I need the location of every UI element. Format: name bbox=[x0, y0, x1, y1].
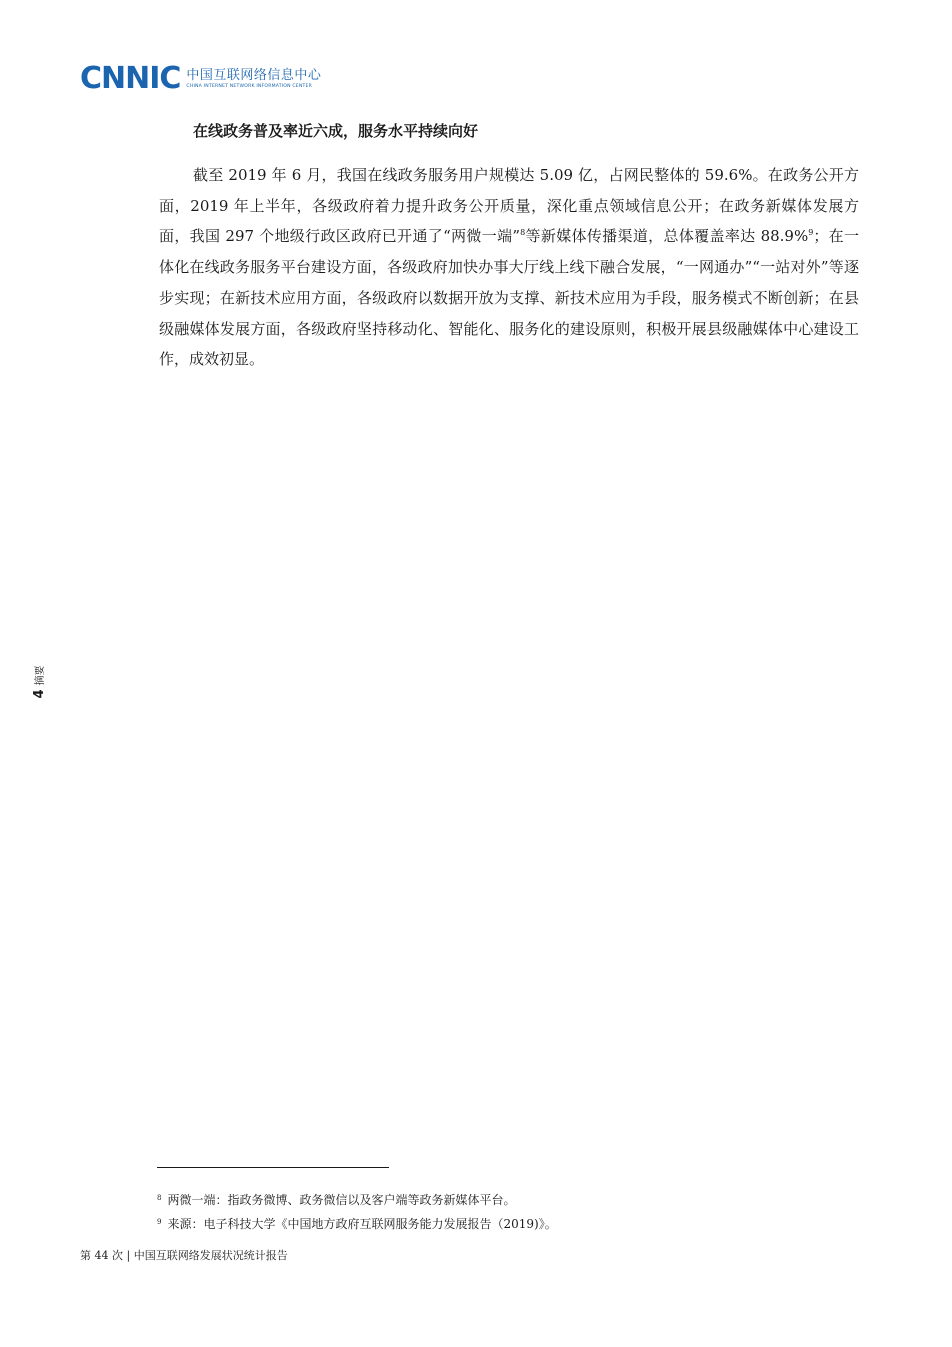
paragraph-text-3: ；在一体化在线政务服务平台建设方面，各级政府加快办事大厅线上线下融合发展，“一网通办”“一站对外”等逐步实现；在新技术应用方面，各级政府以数据开放为支撑、新技术应用为手段，服务模式不断创新；在县级融媒体发展方面，各级政府坚持移动化、智能化、服务化的建设原则，积极开展县级融媒体中心建设工作，成效初显。 bbox=[159, 227, 859, 369]
logo-mark: CNNIC bbox=[80, 61, 181, 96]
logo-chinese-name: 中国互联网络信息中心 bbox=[186, 68, 322, 83]
footnotes bbox=[157, 1188, 857, 1236]
cnnic-logo bbox=[80, 61, 322, 96]
logo-text bbox=[186, 68, 321, 90]
section-heading: 在线政务普及率近六成，服务水平持续向好 bbox=[193, 122, 479, 140]
chapter-label: 摘要 bbox=[35, 665, 46, 686]
paragraph-text-1: 截至 2019 年 6 月，我国在线政务服务用户规模达 5.09 亿，占网民整体的 59.6%。在政务公开方面，2019 年上半年，各级政府着力提升政务公开质量，深化重点领域信息公开；在政务新媒体发展方面，我国 297 个地级行政区政府已开通了“两微一端” bbox=[159, 166, 859, 246]
footnote-ref-9: 9 bbox=[808, 228, 814, 238]
page-footer: 第 44 次 | 中国互联网络发展状况统计报告 bbox=[80, 1249, 288, 1262]
footnote-text: 来源：电子科技大学《中国地方政府互联网服务能力发展报告（2019)》。 bbox=[167, 1217, 557, 1231]
chapter-side-tab bbox=[24, 655, 54, 709]
footnote-8 bbox=[157, 1188, 857, 1212]
footnote-number: 9 bbox=[157, 1218, 162, 1226]
footnote-text: 两微一端：指政务微博、政务微信以及客户端等政务新媒体平台。 bbox=[167, 1193, 516, 1207]
body-paragraph bbox=[159, 160, 859, 375]
footnote-ref-8: 8 bbox=[520, 228, 526, 238]
chapter-number: 4 bbox=[32, 689, 47, 699]
footnote-divider bbox=[157, 1167, 389, 1168]
logo-english-name: CHINA INTERNET NETWORK INFORMATION CENTER bbox=[186, 84, 313, 89]
footnote-number: 8 bbox=[157, 1194, 162, 1202]
paragraph-text-2: 等新媒体传播渠道，总体覆盖率达 88.9% bbox=[525, 227, 809, 246]
footnote-9 bbox=[157, 1212, 857, 1236]
